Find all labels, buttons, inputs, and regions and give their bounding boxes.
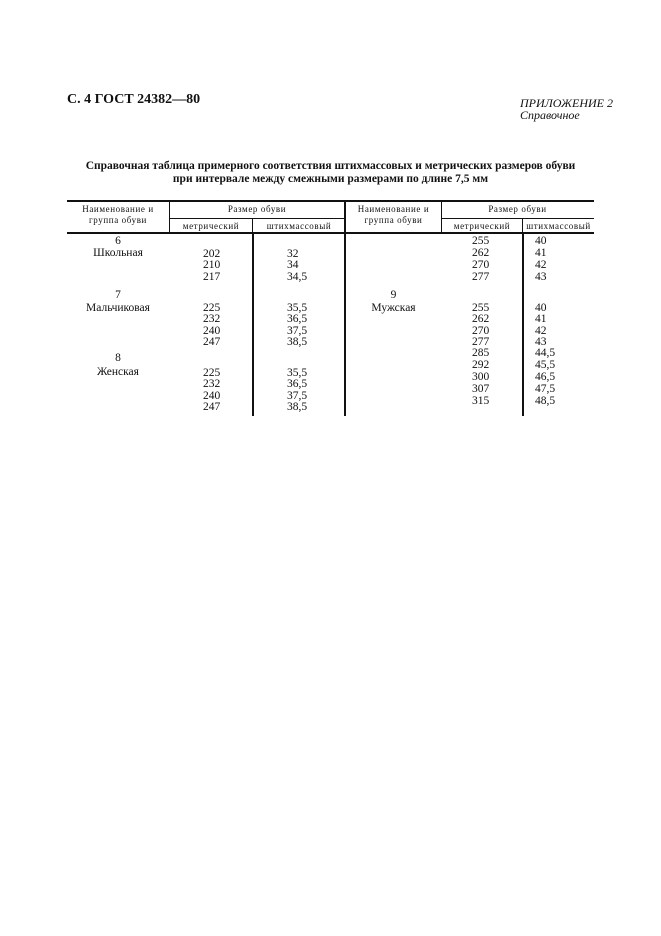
subheader-divider-right bbox=[441, 218, 594, 219]
cell-stich: 38,5 bbox=[287, 401, 308, 413]
cell-stich: 41 bbox=[535, 247, 547, 259]
cell-stich: 34,5 bbox=[287, 271, 308, 283]
cell-stich: 32 bbox=[287, 248, 299, 260]
cell-metric: 262 bbox=[472, 313, 490, 325]
cell-stich: 44,5 bbox=[535, 347, 556, 359]
group-name: Мальчиковая bbox=[86, 302, 150, 314]
group-name: Школьная bbox=[93, 247, 143, 259]
page-header: С. 4 ГОСТ 24382—80 bbox=[67, 92, 201, 107]
cell-metric: 285 bbox=[472, 347, 490, 359]
cell-stich: 42 bbox=[535, 325, 547, 337]
cell-metric: 307 bbox=[472, 383, 490, 395]
cell-metric: 240 bbox=[203, 325, 221, 337]
header-bottom-border bbox=[67, 232, 594, 234]
cell-stich: 37,5 bbox=[287, 390, 308, 402]
group-number: 6 bbox=[115, 235, 121, 247]
col-divider bbox=[252, 234, 254, 416]
cell-metric: 255 bbox=[472, 235, 490, 247]
cell-metric: 262 bbox=[472, 247, 490, 259]
cell-stich: 45,5 bbox=[535, 359, 556, 371]
cell-stich: 42 bbox=[535, 259, 547, 271]
cell-metric: 270 bbox=[472, 325, 490, 337]
header-size-left: Размер обуви bbox=[227, 204, 287, 214]
cell-stich: 48,5 bbox=[535, 395, 556, 407]
table-caption-line1: Справочная таблица примерного соответствия штихмассовых и метрических размеров обуви bbox=[85, 160, 576, 172]
header-stich-left: штихмассовый bbox=[266, 221, 332, 231]
cell-metric: 225 bbox=[203, 367, 221, 379]
cell-metric: 277 bbox=[472, 336, 490, 348]
header-size-right: Размер обуви bbox=[488, 204, 547, 214]
cell-stich: 35,5 bbox=[287, 367, 308, 379]
col-divider bbox=[522, 234, 524, 416]
subheader-divider-left bbox=[169, 218, 345, 219]
header-metric-left: метрический bbox=[182, 221, 240, 231]
cell-stich: 47,5 bbox=[535, 383, 556, 395]
cell-metric: 315 bbox=[472, 395, 490, 407]
cell-metric: 232 bbox=[203, 313, 221, 325]
cell-metric: 292 bbox=[472, 359, 490, 371]
group-number: 7 bbox=[115, 289, 121, 301]
cell-stich: 41 bbox=[535, 313, 547, 325]
header-stich-right: штихмассовый bbox=[526, 221, 591, 231]
table-top-border bbox=[67, 200, 594, 202]
cell-metric: 277 bbox=[472, 271, 490, 283]
cell-metric: 300 bbox=[472, 371, 490, 383]
cell-stich: 36,5 bbox=[287, 313, 308, 325]
cell-metric: 217 bbox=[203, 271, 221, 283]
appendix-subtitle: Справочное bbox=[520, 108, 580, 122]
cell-stich: 38,5 bbox=[287, 336, 308, 348]
cell-stich: 36,5 bbox=[287, 378, 308, 390]
group-name: Женская bbox=[97, 366, 139, 378]
cell-stich: 40 bbox=[535, 235, 547, 247]
cell-metric: 247 bbox=[203, 336, 221, 348]
group-number: 8 bbox=[115, 352, 121, 364]
cell-stich: 40 bbox=[535, 302, 547, 314]
header-name-left: Наименование и группа обуви bbox=[82, 204, 154, 225]
cell-metric: 247 bbox=[203, 401, 221, 413]
appendix-title: ПРИЛОЖЕНИЕ 2 bbox=[520, 96, 613, 110]
cell-stich: 35,5 bbox=[287, 302, 308, 314]
cell-metric: 232 bbox=[203, 378, 221, 390]
header-metric-right: метрический bbox=[453, 221, 511, 231]
group-name: Мужская bbox=[371, 302, 416, 314]
cell-metric: 240 bbox=[203, 390, 221, 402]
cell-metric: 202 bbox=[203, 248, 221, 260]
cell-metric: 255 bbox=[472, 302, 490, 314]
cell-stich: 37,5 bbox=[287, 325, 308, 337]
cell-stich: 43 bbox=[535, 336, 547, 348]
header-name-right: Наименование и группа обуви bbox=[357, 204, 430, 225]
group-number: 9 bbox=[390, 289, 397, 301]
cell-stich: 34 bbox=[287, 259, 299, 271]
cell-metric: 270 bbox=[472, 259, 490, 271]
cell-metric: 225 bbox=[203, 302, 221, 314]
cell-metric: 210 bbox=[203, 259, 221, 271]
cell-stich: 43 bbox=[535, 271, 547, 283]
table-caption-line2: при интервале между смежными размерами по длине 7,5 мм bbox=[172, 173, 489, 185]
cell-stich: 46,5 bbox=[535, 371, 556, 383]
